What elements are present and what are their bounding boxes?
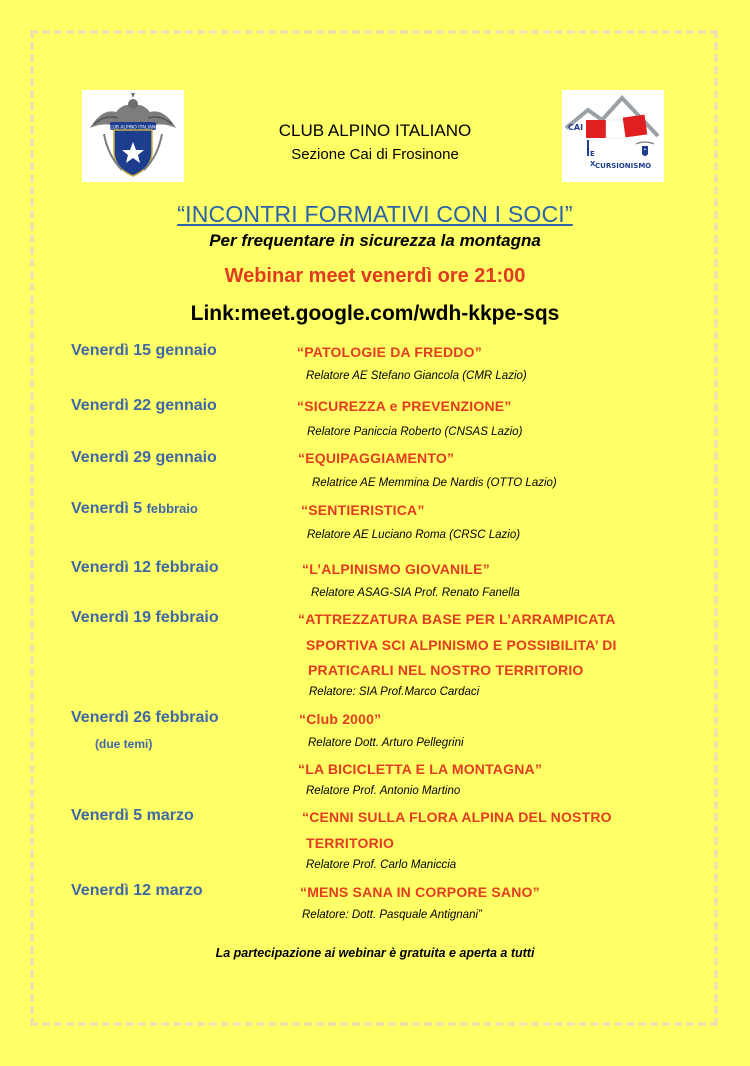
section-name: Sezione Cai di Frosinone: [291, 146, 459, 163]
event-topic: “L’ALPINISMO GIOVANILE”: [302, 561, 490, 577]
event-date: Venerdì 12 febbraio: [71, 559, 219, 576]
event-speaker: Relatore Prof. Carlo Maniccia: [306, 859, 457, 871]
right-logo-e-text: E: [590, 150, 595, 158]
footer-note: La partecipazione ai webinar è gratuita e aperta a tutti: [215, 946, 535, 960]
event-speaker: Relatore Prof. Antonio Martino: [306, 785, 461, 797]
subtitle: Per frequentare in sicurezza la montagna: [209, 231, 541, 250]
webinar-info: Webinar meet venerdì ore 21:00: [224, 265, 526, 287]
event-date-main: Venerdì 5: [71, 500, 147, 517]
event-topic-line: “ATTREZZATURA BASE PER L’ARRAMPICATA: [298, 611, 616, 627]
right-logo-x-text: X: [590, 160, 596, 168]
event-topic: “PATOLOGIE DA FREDDO”: [297, 344, 482, 360]
event-speaker: Relatore Paniccia Roberto (CNSAS Lazio): [307, 426, 523, 438]
event-topic: “SENTIERISTICA”: [301, 502, 425, 518]
event-date: Venerdì 5 marzo: [71, 807, 194, 824]
right-logo-cai-text: CAI: [568, 123, 584, 132]
event-date: Venerdì 12 marzo: [71, 882, 203, 899]
event-date: Venerdì 15 gennaio: [71, 342, 217, 359]
event-topic-line: SPORTIVA SCI ALPINISMO E POSSIBILITA’ DI: [306, 637, 617, 653]
meet-link[interactable]: Link:meet.google.com/wdh-kkpe-sqs: [190, 302, 560, 325]
club-name: CLUB ALPINO ITALIANO: [278, 121, 472, 140]
event-date: Venerdì 29 gennaio: [71, 449, 217, 466]
right-logo-escursionismo-text: CURSIONISMO: [595, 162, 652, 170]
event-topic: “MENS SANA IN CORPORE SANO”: [300, 884, 540, 900]
event-speaker: Relatore Dott. Arturo Pellegrini: [308, 737, 464, 749]
event-topic: “SICUREZZA e PREVENZIONE”: [297, 398, 512, 414]
event-speaker: Relatore AE Luciano Roma (CRSC Lazio): [307, 529, 521, 541]
main-title: “INCONTRI FORMATIVI CON I SOCI”: [177, 201, 573, 227]
event-speaker: Relatore: Dott. Pasquale Antignani”: [302, 909, 482, 921]
cai-escursionismo-logo: [562, 90, 664, 182]
event-note: (due temi): [95, 737, 153, 751]
event-speaker: Relatore AE Stefano Giancola (CMR Lazio): [306, 370, 527, 382]
left-logo-banner-text: CLUB ALPINO ITALIANO: [107, 125, 159, 131]
event-date: Venerdì 19 febbraio: [71, 609, 219, 626]
event-speaker: Relatore: SIA Prof.Marco Cardaci: [309, 686, 480, 698]
event-topic-line: “CENNI SULLA FLORA ALPINA DEL NOSTRO: [302, 809, 612, 825]
event-date: [71, 500, 198, 518]
event-topic: “Club 2000”: [299, 711, 382, 727]
event-date: Venerdì 26 febbraio: [71, 709, 219, 726]
event-speaker: Relatore ASAG-SIA Prof. Renato Fanella: [311, 587, 520, 599]
cai-eagle-logo: [82, 90, 184, 182]
event-topic: “EQUIPAGGIAMENTO”: [298, 450, 455, 466]
event-topic-line: TERRITORIO: [306, 835, 395, 851]
event-date: Venerdì 22 gennaio: [71, 397, 217, 414]
event-speaker: Relatrice AE Memmina De Nardis (OTTO Lazio): [312, 477, 557, 489]
event-topic-line: PRATICARLI NEL NOSTRO TERRITORIO: [308, 662, 584, 678]
event-topic: “LA BICICLETTA E LA MONTAGNA”: [298, 761, 543, 777]
event-date-month: febbraio: [146, 501, 198, 516]
